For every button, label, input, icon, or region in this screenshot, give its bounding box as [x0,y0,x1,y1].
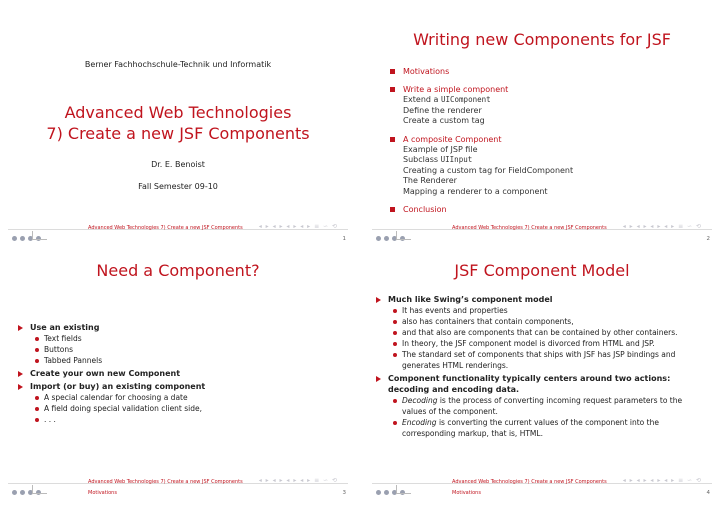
outline-item[interactable]: Creating a custom tag for FieldComponent [403,165,574,175]
slide-footer [8,217,348,247]
slide-footer [372,471,712,501]
bullet: Much like Swing’s component model [374,294,706,305]
page-number: 3 [342,490,346,496]
outline-item[interactable]: Define the renderer [403,105,482,115]
date: Fall Semester 09-10 [138,182,218,191]
outline-section[interactable]: Write a simple component [389,84,708,95]
footer-title: Advanced Web Technologies 7) Create a new JSF Components [452,225,607,231]
title-line-1: Advanced Web Technologies [64,103,292,122]
sub-bullet: A field doing special validation client side, [16,403,342,414]
slide-4 [372,258,712,501]
outline [389,66,708,215]
title-line-2: 7) Create a new JSF Components [46,124,310,143]
outline-item[interactable]: Create a custom tag [403,116,485,125]
sub-bullet: Text fields [16,333,342,344]
outline-item[interactable]: Subclass UIInput [403,155,473,164]
page-number: 2 [706,236,710,242]
outline-item[interactable]: Extend a UIComponent [403,95,491,104]
navigation-controls[interactable]: ◂ ▸ ◂ ▸ ◂ ▸ ◂ ▸ ≡ ∽ ⟲ [622,223,702,230]
sub-bullet: The standard set of components that ships with JSF has JSP bindings and generates HTML renderings. [374,349,706,371]
institution: Berner Fachhochschule-Technik und Informatik [84,60,272,69]
bullet-list [16,320,342,425]
sub-bullet: Tabbed Pannels [16,355,342,366]
bullet: Component functionality typically centers around two actions: decoding and encoding data. [374,373,706,395]
presentation-title [8,102,348,144]
slide-footer [372,217,712,247]
author: Dr. E. Benoist [151,160,205,169]
outline-item[interactable]: The Renderer [403,176,457,185]
page-number: 1 [342,236,346,242]
sub-bullet: A special calendar for choosing a date [16,392,342,403]
navigation-controls[interactable]: ◂ ▸ ◂ ▸ ◂ ▸ ◂ ▸ ≡ ∽ ⟲ [622,477,702,484]
outline-item[interactable]: Mapping a renderer to a component [403,186,548,196]
navigation-controls[interactable]: ◂ ▸ ◂ ▸ ◂ ▸ ◂ ▸ ≡ ∽ ⟲ [258,223,338,230]
bullet-list [374,292,706,439]
footer-title: Advanced Web Technologies 7) Create a new JSF Components [452,479,607,485]
slide-2 [372,4,712,247]
sub-bullet: also has containers that contain components, [374,316,706,327]
outline-item[interactable]: Example of JSP file [403,144,478,154]
outline-section[interactable]: Motivations [389,66,708,77]
sub-bullet: and that also are components that can be contained by other containers. [374,327,706,338]
slide-3 [8,258,348,501]
sub-bullet: In theory, the JSF component model is divorced from HTML and JSP. [374,338,706,349]
footer-title: Advanced Web Technologies 7) Create a new JSF Components [88,225,243,231]
sub-bullet: Decoding is the process of converting incoming request parameters to the values of the component. [374,395,706,417]
footer-title: Advanced Web Technologies 7) Create a new JSF Components [88,479,243,485]
sub-bullet: Buttons [16,344,342,355]
navigation-controls[interactable]: ◂ ▸ ◂ ▸ ◂ ▸ ◂ ▸ ≡ ∽ ⟲ [258,477,338,484]
sub-bullet: . . . [16,414,342,425]
slide-footer [8,471,348,501]
outline-section[interactable]: A composite Component [389,134,708,145]
slide-title: Writing new Components for JSF [413,30,671,49]
bullet: Create your own new Component [16,368,342,379]
sub-bullet: Encoding is converting the current values of the component into the corresponding markup, that is, HTML. [374,417,706,439]
sub-bullet: It has events and properties [374,305,706,316]
bullet: Use an existing [16,322,342,333]
bullet: Import (or buy) an existing component [16,381,342,392]
page-number: 4 [706,490,710,496]
footer-section: Motivations [452,490,481,496]
footer-section: Motivations [88,490,117,496]
slide-1 [8,4,348,247]
slide-title: Need a Component? [96,261,260,280]
slide-title: JSF Component Model [454,261,630,280]
outline-section[interactable]: Conclusion [389,204,708,215]
